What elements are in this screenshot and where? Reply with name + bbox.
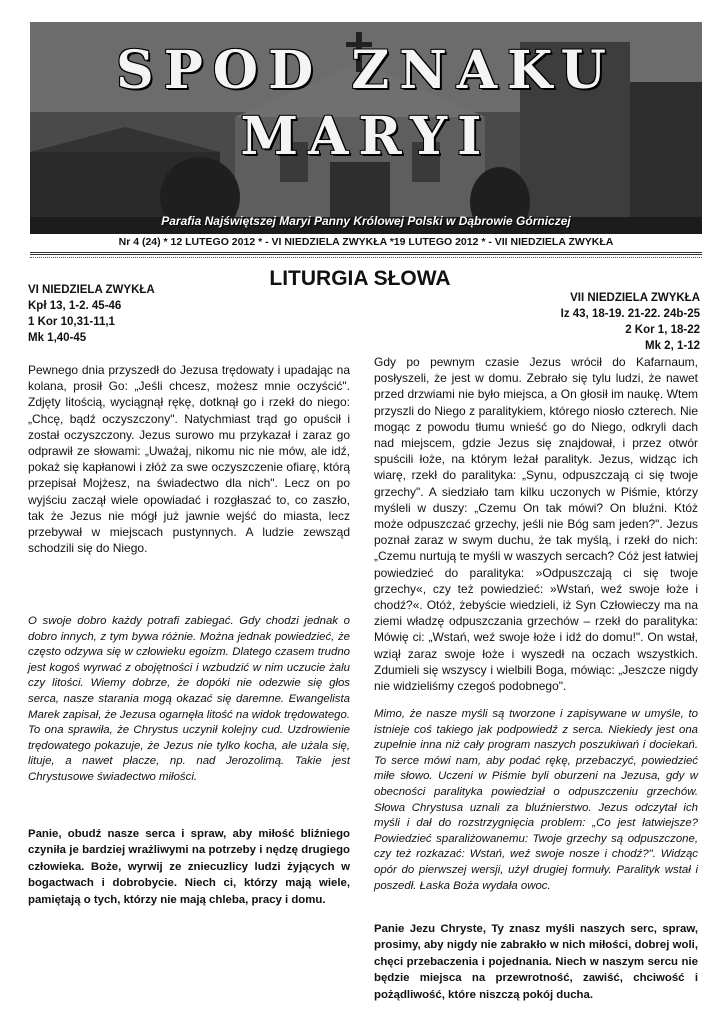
left-prayer-text: Panie, obudź nasze serca i spraw, aby miłość bliźniego czyniła je bardziej wrażliwymi na potrzeby i nędzę drugiego człowieka. Boże, wyrwij ze zniecuzlicy ludzi żyjących w bogactwach i dobrobycie. Niech ci, którzy mają wiele, pamiętają o tych, którzy nie mają chleba, pracy i domu.	[28, 828, 350, 906]
right-gospel-ref: Mk 2, 1-12	[645, 340, 700, 352]
right-readings	[561, 290, 700, 354]
issue-line: Nr 4 (24) * 12 LUTEGO 2012 * - VI NIEDZIELA ZWYKŁA *19 LUTEGO 2012 * - VII NIEDZIELA ZWYKŁA	[118, 236, 614, 248]
right-reflection	[374, 707, 698, 894]
right-reflection-text: Mimo, że nasze myśli są tworzone i zapisywane w umyśle, to istnieje coś takiego jak podpowiedź z serca. Niekiedy jest ona zupełnie inna niż cały program naszych poszukiwań i dociekań. To serce mówi nam, aby podać rękę, przebaczyć, powiedzieć miłe słowo. Uczeni w Piśmie byli oburzeni na Jezusa, gdy w obecności paralityka powiedział o odpuszczeniu grzechów. Słowa Chrystusa uznali za bluźnierstwo. Jezus odczytał ich myśli i dał do rozstrzygnięcia problem: „Co jest łatwiejsze? Powiedzieć sparaliżowanemu: Twoje grzechy są odpuszczone, czy też rozkazać: Wstań, weź swoje nosze i chodź?". Widząc opór do pierwszej wersji, użył drugiej formuły. Paralityk wstał i poszedł. Łaska Boża wydała owoc.	[374, 708, 698, 892]
right-prayer	[374, 921, 698, 1003]
divider-dotted	[30, 257, 702, 258]
left-sunday: VI NIEDZIELA ZWYKŁA	[28, 284, 155, 296]
right-sunday: VII NIEDZIELA ZWYKŁA	[570, 292, 700, 304]
right-gospel-text: Gdy po pewnym czasie Jezus wrócił do Kafarnaum, posłyszeli, że jest w domu. Zebrało się tylu ludzi, że nawet przed drzwiami nie było miejsca, a On głosił im naukę. Wtem przyszli do Niego z paralitykiem, którego niosło czterech. Nie mogąc z powodu tłumu wnieść go do Niego, odkryli dach nad miejscem, gdzie Jezus się znajdował, i przez otwór spuścili łoże, na którym leżał paralityk. Jezus, widząc ich wiarę, rzekł do paralityka: „Synu, odpuszczają ci się twoje grzechy". A siedziało tam kilku uczonych w Piśmie, którzy myśleli w duszy: „Czemu On tak mówi? On bluźni. Któż może odpuszczać grzechy, jeśli nie Bóg sam jeden?". Jezus poznał zaraz w swym duchu, że tak myślą, i rzekł do nich: „Czemu nurtują te myśli w waszych sercach? Cóż jest łatwiej powiedzieć do paralityka: »Odpuszczają ci się twoje grzechy«, czy też powiedzieć: »Wstań, weź swoje łoże i chodź?«. Otóż, żebyście wiedzieli, iż Syn Człowieczy ma na ziemi władzę odpuszczania grzechów – rzekł do paralityka: Mówię ci: „Wstań, weź swoje łoże i idź do domu!". On wstał, wziął zaraz swoje łoże i wyszedł na oczach wszystkich. Zdumieli się wszyscy i wielbili Boga, mówiąc: „Jeszcze nigdy nie widzieliśmy czegoś podobnego".	[374, 355, 698, 694]
left-gospel-ref: Mk 1,40-45	[28, 332, 87, 344]
right-gospel	[374, 354, 698, 694]
parish-name: Parafia Najświętszej Maryi Panny Królowej Polski w Dąbrowie Górniczej	[161, 214, 571, 228]
left-reading-2: 1 Kor 10,31-11,1	[28, 316, 115, 328]
masthead-title-line1: SPOD ZNAKU	[116, 40, 616, 101]
right-reading-2: 2 Kor 1, 18-22	[625, 324, 700, 336]
left-reflection	[28, 614, 350, 786]
left-prayer	[28, 826, 350, 908]
left-readings	[28, 282, 155, 346]
page-title: LITURGIA SŁOWA	[269, 267, 451, 290]
left-reading-1: Kpł 13, 1-2. 45-46	[28, 300, 122, 312]
masthead-title-line2: MARYI	[240, 106, 492, 167]
right-reading-1: Iz 43, 18-19. 21-22. 24b-25	[560, 308, 700, 320]
left-reflection-text: O swoje dobro każdy potrafi zabiegać. Gdy chodzi jednak o dobro innych, z tym bywa różnie. Można jednak powiedzieć, że często odzywa się w człowieku egoizm. Dlatego czasem trudno jest kogoś wyrwać z obojętności i wzbudzić w nim uczucie żalu czy litości. Wiemy dobrze, że dopóki nie odezwie się głos serca, nasze starania mogą okazać się daremne. Ewangelista Marek zapisał, że Jezusa ogarnęła litość na widok trędowatego. To ona sprawiła, że Chrystus uczynił kolejny cud. Uzdrowienie trędowatego pokazuje, że Jezus nie tylko kocha, ale użala się, lituje, a nawet płacze, np. nad Jerozolimą. Takie jest Chrystusowe świadectwo miłości.	[28, 615, 350, 783]
left-gospel	[28, 362, 350, 556]
right-prayer-text: Panie Jezu Chryste, Ty znasz myśli naszych serc, spraw, prosimy, aby nigdy nie zabrakło w nich miłości, dobrej woli, chęci przebaczenia i pojednania. Niech w naszym sercu nie będzie miejsca na przewrotność, zawiść, chciwość i pożądliwość, które niszczą pokój ducha.	[374, 923, 698, 1001]
left-gospel-text: Pewnego dnia przyszedł do Jezusa trędowaty i upadając na kolana, prosił Go: „Jeśli chcesz, możesz mnie oczyścić". Zdjęty litością, wyciągnął rękę, dotknął go i rzekł do niego: „Chcę, bądź oczyszczony". Natychmiast trąd go opuścił i został oczyszczony. Jezus surowo mu przykazał i zaraz go odprawił ze słowami: „Uważaj, nikomu nic nie mów, ale idź, pokaż się kapłanowi i złóż za swe oczyszczenie ofiarę, którą przepisał Mojżesz, na świadectwo dla nich". Lecz on po wyjściu zaczął wiele opowiadać i rozgłaszać to, co zaszło, tak że Jezus nie mógł już jawnie wejść do miasta, lecz przebywał w miejscach pustynnych. A ludzie zewsząd schodzili się do Niego.	[28, 363, 350, 556]
divider	[30, 252, 702, 255]
masthead-banner	[30, 22, 702, 234]
